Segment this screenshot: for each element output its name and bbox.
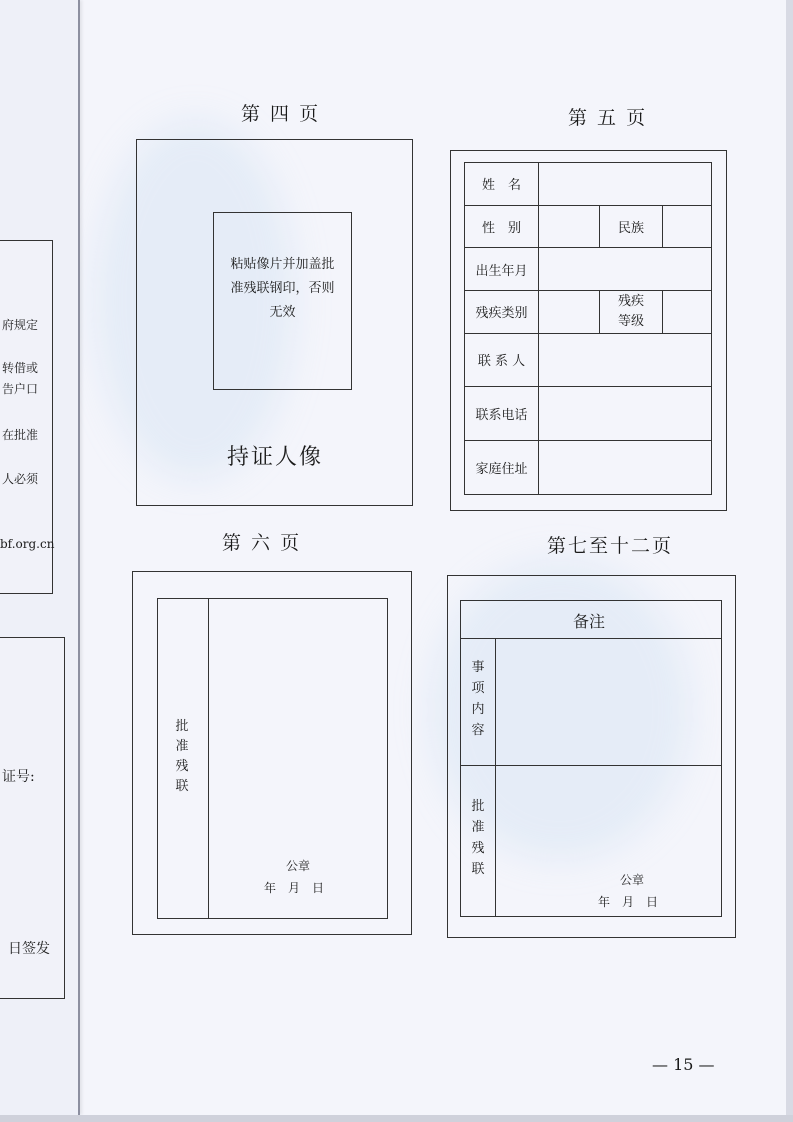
issue-date-label: 日签发 <box>8 941 50 957</box>
fragment-line: 人必须 <box>2 472 39 486</box>
page4-title: 第 四 页 <box>241 103 321 125</box>
page-number: — 15 — <box>652 1055 715 1074</box>
page-edge <box>786 0 793 1122</box>
gender-label: 性 别 <box>465 205 539 248</box>
name-label: 姓 名 <box>465 163 539 206</box>
fragment-line: 府规定 <box>2 318 39 332</box>
contact-value <box>539 333 712 387</box>
page6-inner-frame <box>157 598 388 919</box>
page7-12-side-label: 批准残联 <box>471 799 485 877</box>
remarks-mid-line <box>460 765 722 766</box>
remarks-divider <box>495 638 496 917</box>
info-table <box>464 162 712 495</box>
disability-level-label: 残疾等级 <box>600 290 663 333</box>
items-content-label: 事项内容 <box>471 660 485 738</box>
name-value <box>539 163 712 206</box>
remarks-header: 备注 <box>573 612 606 631</box>
page6-side-label: 批准残联 <box>175 719 189 794</box>
fragment-line: 转借或 <box>2 361 39 375</box>
holder-photo-label: 持证人像 <box>227 445 324 470</box>
page7-12-title: 第七至十二页 <box>547 535 674 557</box>
fragment-line: 告户口 <box>2 382 39 396</box>
ethnicity-value <box>663 205 712 248</box>
remarks-header-line <box>460 638 722 639</box>
photo-instruction: 粘贴像片并加盖批准残联钢印，否则无效 <box>230 257 335 320</box>
gender-value <box>539 205 600 248</box>
page7-12-date: 年 月 日 <box>598 895 659 909</box>
ethnicity-label: 民族 <box>600 205 663 248</box>
address-value <box>539 441 712 495</box>
page6-seal: 公章 <box>286 859 311 873</box>
fragment-line: 在批准 <box>2 428 39 442</box>
page7-12-seal: 公章 <box>620 873 645 887</box>
phone-label: 联系电话 <box>465 387 539 441</box>
address-label: 家庭住址 <box>465 441 539 495</box>
birth-value <box>539 248 712 291</box>
page6-title: 第 六 页 <box>222 532 302 554</box>
page6-divider <box>208 598 209 919</box>
disability-level-value <box>663 290 712 333</box>
phone-value <box>539 387 712 441</box>
remarks-table <box>460 600 722 917</box>
disability-type-label: 残疾类别 <box>465 290 539 333</box>
disability-type-value <box>539 290 600 333</box>
photo-box <box>213 212 352 390</box>
fragment-url: bf.org.cn <box>0 537 55 551</box>
cert-number-label: 证号: <box>2 769 35 785</box>
birth-label: 出生年月 <box>465 248 539 291</box>
page6-date: 年 月 日 <box>264 881 325 895</box>
contact-label: 联 系 人 <box>465 333 539 387</box>
page5-title: 第 五 页 <box>568 107 648 129</box>
page-edge <box>0 1115 793 1122</box>
